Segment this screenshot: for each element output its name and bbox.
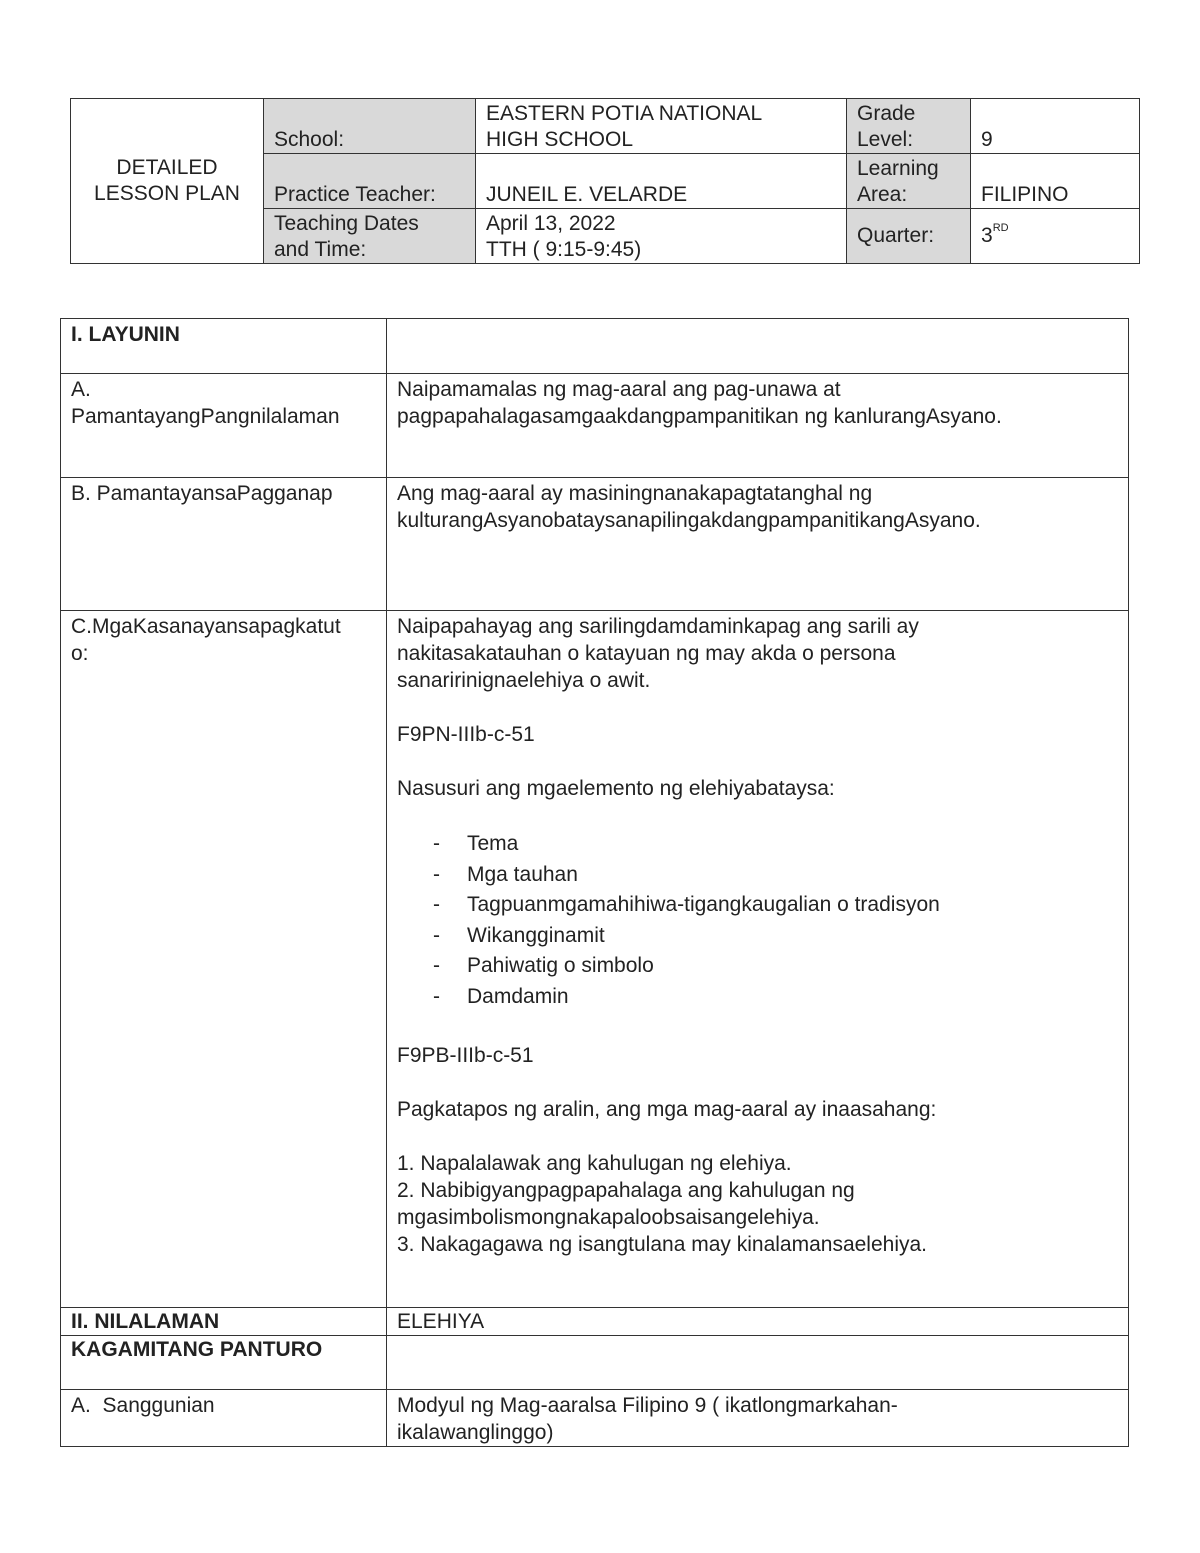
nilalaman-row [61, 1308, 1129, 1336]
objective-item: 3. Nakagagawa ng isangtulana may kinalamansaelehiya. [397, 1233, 928, 1256]
learning-area-label-line1: Learning [857, 157, 939, 180]
teaching-date: April 13, 2022 [486, 212, 616, 235]
kagamitan-heading: KAGAMITANG PANTURO [61, 1336, 387, 1390]
practice-teacher-value-text: JUNEIL E. VELARDE [486, 183, 688, 206]
teaching-dates-label [264, 209, 476, 264]
quarter-value-number: 3 [981, 224, 993, 247]
mga-kasanayan-label-line2: o: [71, 642, 89, 665]
sanggunian-text: Modyul ng Mag-aaralsa Filipino 9 ( ikatlongmarkahan-ikalawanglinggo) [397, 1394, 898, 1444]
school-value [476, 99, 847, 154]
pamantayan-sa-pagganap-description: Ang mag-aaral ay masiningnanakapagtatanghal ng kulturangAsyanobataysanapilingakdangpampanitikangAsyano. [397, 482, 981, 532]
lesson-plan-header-table [70, 98, 1140, 264]
layunin-heading: I. LAYUNIN [61, 319, 387, 374]
quarter-value-suffix: RD [992, 222, 1009, 234]
document-title-line1: DETAILED [116, 156, 218, 179]
learning-area-value-text: FILIPINO [981, 183, 1069, 206]
mga-kasanayan-label-line1: C.MgaKasanayansapagkatut [71, 615, 341, 638]
mga-kasanayan-label [61, 611, 387, 1308]
list-item: - Mga tauhan [433, 860, 1118, 891]
learning-area-value [971, 154, 1140, 209]
school-label [264, 99, 476, 154]
pamantayang-pangnilalaman-description: Naipamamalas ng mag-aaral ang pag-unawa at pagpapahalagasamgaakdangpampanitikan ng kanlurangAsyano. [397, 378, 1002, 428]
list-item: - Tagpuanmgamahihiwa-tigangkaugalian o tradisyon [433, 890, 1118, 921]
pamantayang-pangnilalaman-letter: A. [71, 378, 91, 401]
quarter-label [847, 209, 971, 264]
nasusuri-statement: Nasusuri ang mgaelemento ng elehiyabataysa: [397, 777, 835, 800]
school-value-line2: HIGH SCHOOL [486, 128, 634, 151]
competency-code-pn: F9PN-IIIb-c-51 [397, 723, 535, 746]
pamantayan-sa-pagganap-label: B. PamantayansaPagganap [61, 478, 387, 611]
grade-level-label [847, 99, 971, 154]
nilalaman-heading: II. NILALAMAN [61, 1308, 387, 1336]
list-item: - Tema [433, 829, 1118, 860]
sanggunian-row [61, 1390, 1129, 1447]
pamantayan-sa-pagganap-row [61, 478, 1129, 611]
teaching-dates-label-line1: Teaching Dates [274, 212, 419, 235]
kasanayan-intro: Naipapahayag ang sarilingdamdaminkapag ang sarili ay nakitasakatauhan o katayuan ng may akda o persona sanaririnignaelehiya o awit. [397, 615, 919, 692]
school-label-text: School: [274, 128, 345, 151]
practice-teacher-label [264, 154, 476, 209]
practice-teacher-value [476, 154, 847, 209]
pamantayang-pangnilalaman-text: PamantayangPangnilalaman [71, 405, 340, 428]
quarter-label-text: Quarter: [857, 224, 935, 247]
quarter-value [971, 209, 1140, 264]
kagamitan-row [61, 1336, 1129, 1390]
kagamitan-empty [387, 1336, 1129, 1390]
sanggunian-content [387, 1390, 1129, 1447]
grade-level-value-text: 9 [981, 128, 993, 151]
list-item: - Wikangginamit [433, 921, 1118, 952]
teaching-time: TTH ( 9:15-9:45) [486, 238, 642, 261]
grade-level-label-line2: Level: [857, 128, 914, 151]
layunin-empty [387, 319, 1129, 374]
list-item: - Pahiwatig o simbolo [433, 951, 1118, 982]
learning-area-label-line2: Area: [857, 183, 908, 206]
nilalaman-value: ELEHIYA [387, 1308, 1129, 1336]
pagkatapos-statement: Pagkatapos ng aralin, ang mga mag-aaral ay inaasahang: [397, 1098, 937, 1121]
mga-kasanayan-row [61, 611, 1129, 1308]
teaching-dates-value [476, 209, 847, 264]
grade-level-label-line1: Grade [857, 102, 916, 125]
teaching-dates-label-line2: and Time: [274, 238, 367, 261]
pamantayang-pangnilalaman-row [61, 374, 1129, 478]
layunin-row [61, 319, 1129, 374]
learning-area-label [847, 154, 971, 209]
pamantayang-pangnilalaman-content [387, 374, 1129, 478]
elements-list [397, 829, 1118, 1012]
sanggunian-label: A. Sanggunian [61, 1390, 387, 1447]
lesson-plan-main-table [60, 318, 1129, 1447]
practice-teacher-label-text: Practice Teacher: [274, 183, 436, 206]
document-title [71, 99, 264, 264]
school-value-line1: EASTERN POTIA NATIONAL [486, 102, 763, 125]
objective-item: 1. Napalalawak ang kahulugan ng elehiya. [397, 1152, 792, 1175]
pamantayan-sa-pagganap-content [387, 478, 1129, 611]
objective-item: 2. Nabibigyangpagpapahalaga ang kahulugan ng mgasimbolismongnakapaloobsaisangelehiya. [397, 1179, 855, 1229]
pamantayang-pangnilalaman-label [61, 374, 387, 478]
competency-code-pb: F9PB-IIIb-c-51 [397, 1044, 534, 1067]
mga-kasanayan-content [387, 611, 1129, 1308]
document-title-line2: LESSON PLAN [94, 182, 240, 205]
list-item: - Damdamin [433, 982, 1118, 1013]
header-row-school [71, 99, 1140, 154]
grade-level-value [971, 99, 1140, 154]
